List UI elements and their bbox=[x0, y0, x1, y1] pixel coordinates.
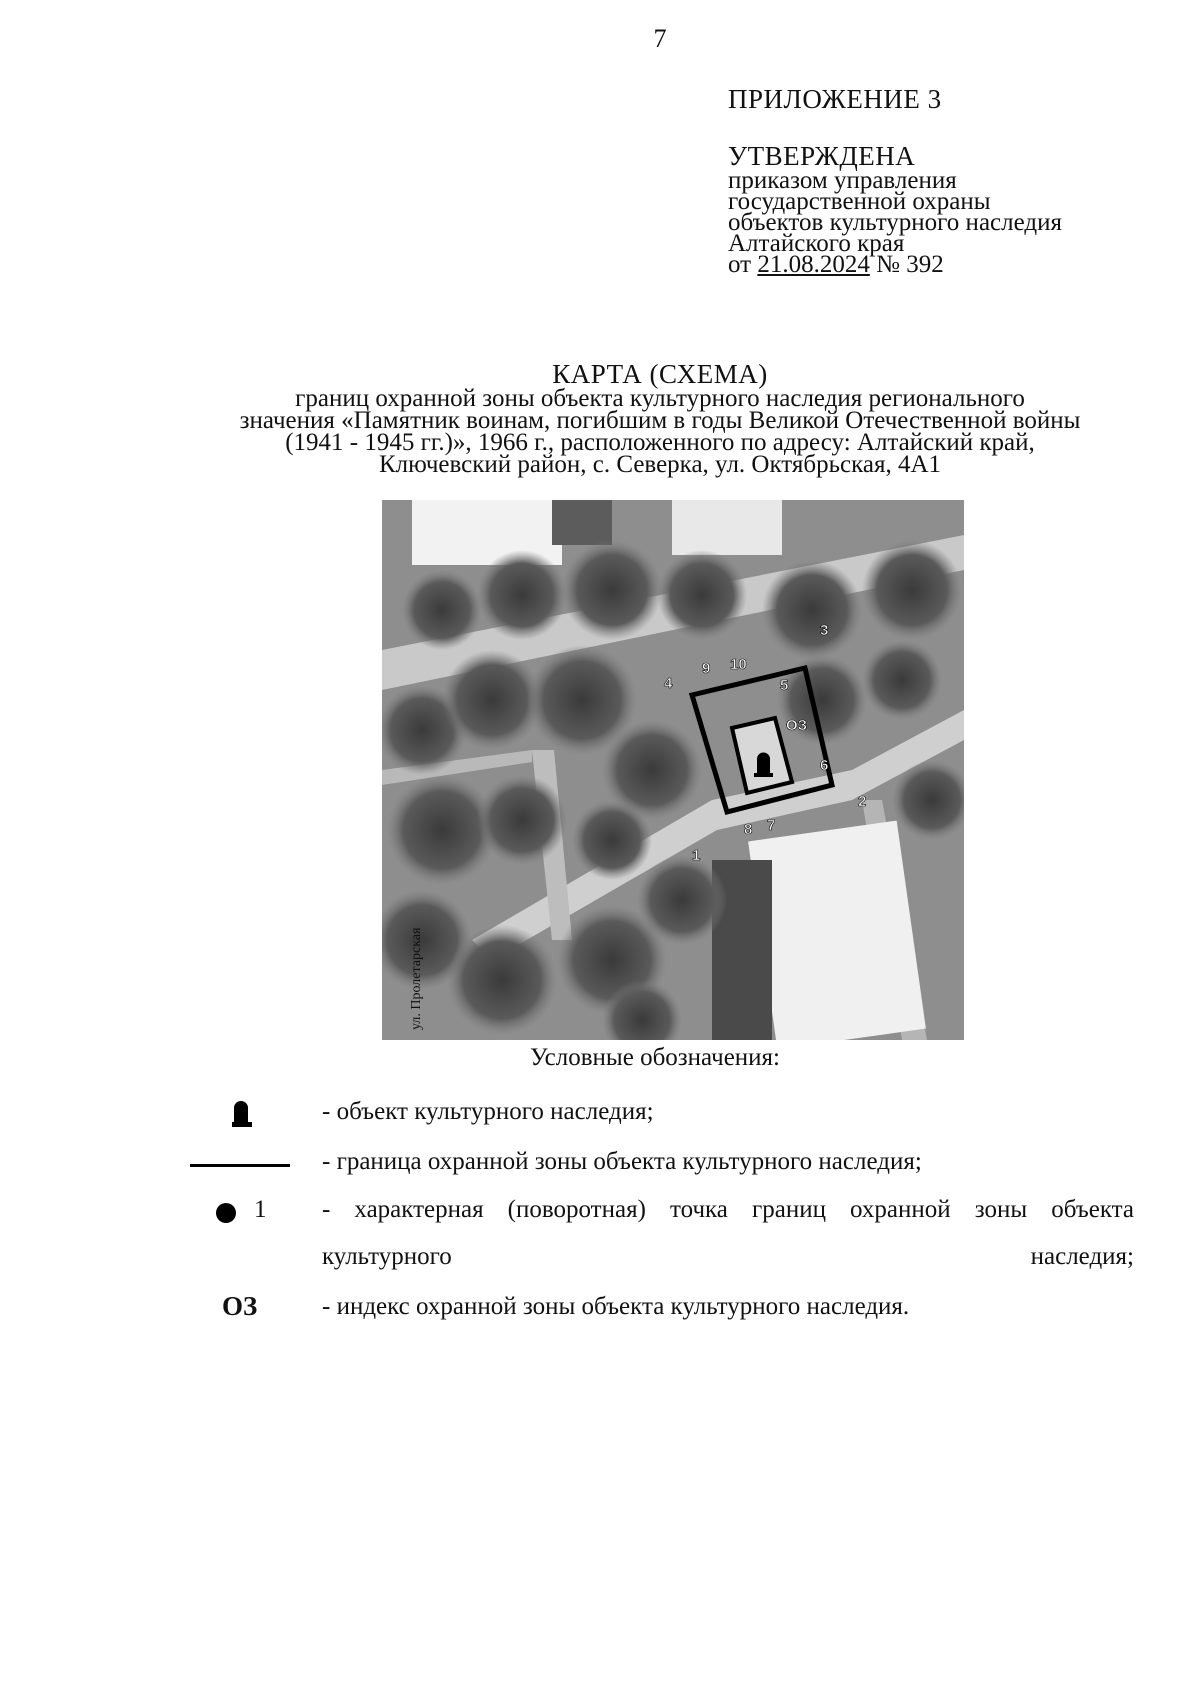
point-label: 3 bbox=[820, 622, 829, 639]
approval-line: объектов культурного наследия bbox=[728, 209, 1062, 236]
point-label: 9 bbox=[702, 660, 711, 677]
approval-block bbox=[728, 84, 1062, 278]
title-line: границ охранной зоны объекта культурного наследия регионального bbox=[295, 385, 1025, 412]
approval-number: № 392 bbox=[876, 251, 944, 278]
approval-line: Алтайского края bbox=[728, 230, 905, 257]
title-line: Ключевский район, с. Северка, ул. Октябрьская, 4А1 bbox=[378, 451, 942, 478]
legend-title: Условные обозначения: bbox=[529, 1044, 781, 1071]
title-main: КАРТА (СХЕМА) bbox=[552, 359, 768, 389]
point-label: 6 bbox=[820, 757, 829, 774]
legend-text: - характерная (поворотная) точка границ охранной зоны объекта культурного наследия; bbox=[322, 1196, 1134, 1270]
page-number: 7 bbox=[653, 24, 667, 53]
approved-label: УТВЕРЖДЕНА bbox=[728, 141, 916, 171]
zone-index-label: ОЗ bbox=[786, 717, 808, 734]
approval-line: приказом управления bbox=[728, 167, 957, 194]
monument-icon bbox=[232, 1101, 252, 1134]
legend-text: - граница охранной зоны объекта культурного наследия; bbox=[322, 1148, 922, 1175]
street-label: ул. Пролетарская bbox=[409, 927, 424, 1030]
point-dot-icon bbox=[216, 1202, 236, 1230]
building bbox=[672, 500, 782, 555]
building bbox=[748, 821, 926, 1040]
approval-date: 21.08.2024 bbox=[757, 251, 870, 278]
date-prefix: от bbox=[728, 251, 752, 278]
point-label: 10 bbox=[730, 656, 747, 673]
point-label: 2 bbox=[858, 793, 867, 810]
approval-date-line bbox=[728, 251, 1062, 278]
document-title bbox=[150, 360, 1170, 476]
point-label: 7 bbox=[767, 817, 776, 834]
point-label: 1 bbox=[692, 847, 701, 864]
approval-line: государственной охраны bbox=[728, 188, 991, 215]
appendix-label: ПРИЛОЖЕНИЕ 3 bbox=[728, 84, 942, 114]
legend-text: - индекс охранной зоны объекта культурного наследия. bbox=[322, 1293, 910, 1320]
point-label: 5 bbox=[780, 677, 789, 694]
point-label: 8 bbox=[744, 821, 753, 838]
building bbox=[552, 500, 612, 545]
point-number-symbol: 1 bbox=[254, 1196, 267, 1223]
aerial-map bbox=[382, 500, 964, 1040]
boundary-line-symbol bbox=[190, 1164, 290, 1167]
title-line: (1941 - 1945 гг.)», 1966 г., расположенного по адресу: Алтайский край, bbox=[285, 429, 1035, 456]
legend-text: - объект культурного наследия; bbox=[322, 1098, 654, 1125]
title-line: значения «Памятник воинам, погибшим в годы Великой Отечественной войны bbox=[239, 407, 1081, 434]
point-label: 4 bbox=[664, 675, 673, 692]
zone-index-symbol: ОЗ bbox=[222, 1291, 258, 1321]
